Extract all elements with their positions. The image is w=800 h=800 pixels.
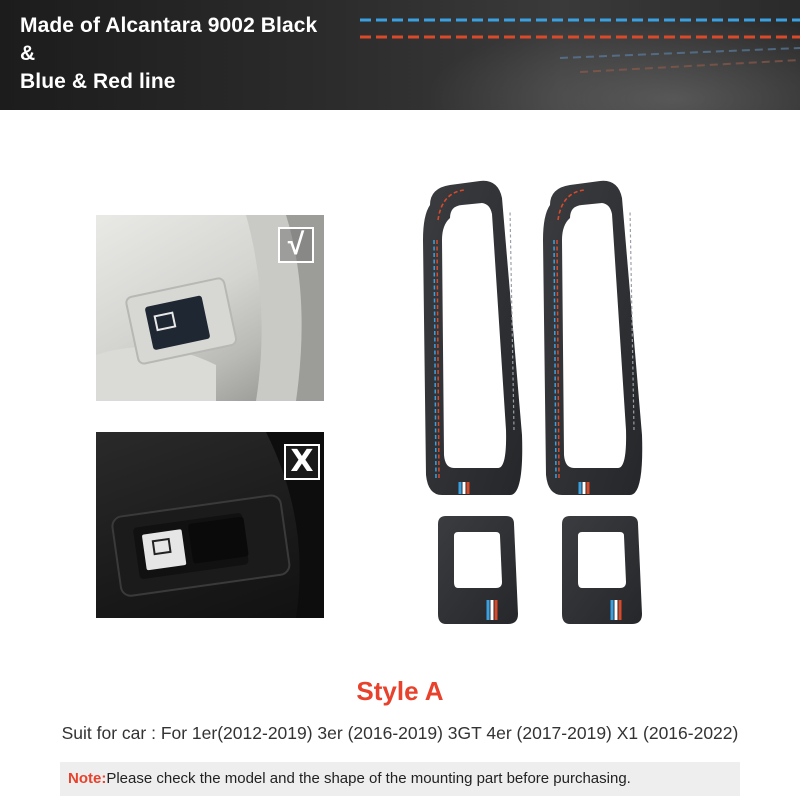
banner-title-line-1: Made of Alcantara 9002 Black xyxy=(20,14,318,37)
note-message: Please check the model and the shape of the mounting part before purchasing. xyxy=(106,770,631,787)
compatible-switch-photo xyxy=(96,215,324,401)
window-switch-frame-right xyxy=(543,181,642,495)
incompatible-switch-photo xyxy=(96,432,324,618)
small-switch-frame-right xyxy=(562,516,642,624)
small-switch-frame-left xyxy=(438,516,518,624)
note-bar xyxy=(60,762,740,796)
compatibility-text: Suit for car : For 1er(2012-2019) 3er (2016-2019) 3GT 4er (2017-2019) X1 (2016-2022) xyxy=(61,723,739,743)
window-switch-frame-left xyxy=(423,181,522,495)
alcantara-trim-set xyxy=(420,180,660,630)
style-title: Style A xyxy=(356,676,444,706)
cross-mark-icon: X xyxy=(284,444,320,480)
banner-title-line-3: Blue & Red line xyxy=(20,70,176,93)
note-label: Note: xyxy=(68,770,107,787)
banner-title-line-2: & xyxy=(20,42,36,65)
header-banner xyxy=(0,0,800,110)
checkmark-icon: √ xyxy=(278,227,314,263)
note-text xyxy=(68,770,631,787)
